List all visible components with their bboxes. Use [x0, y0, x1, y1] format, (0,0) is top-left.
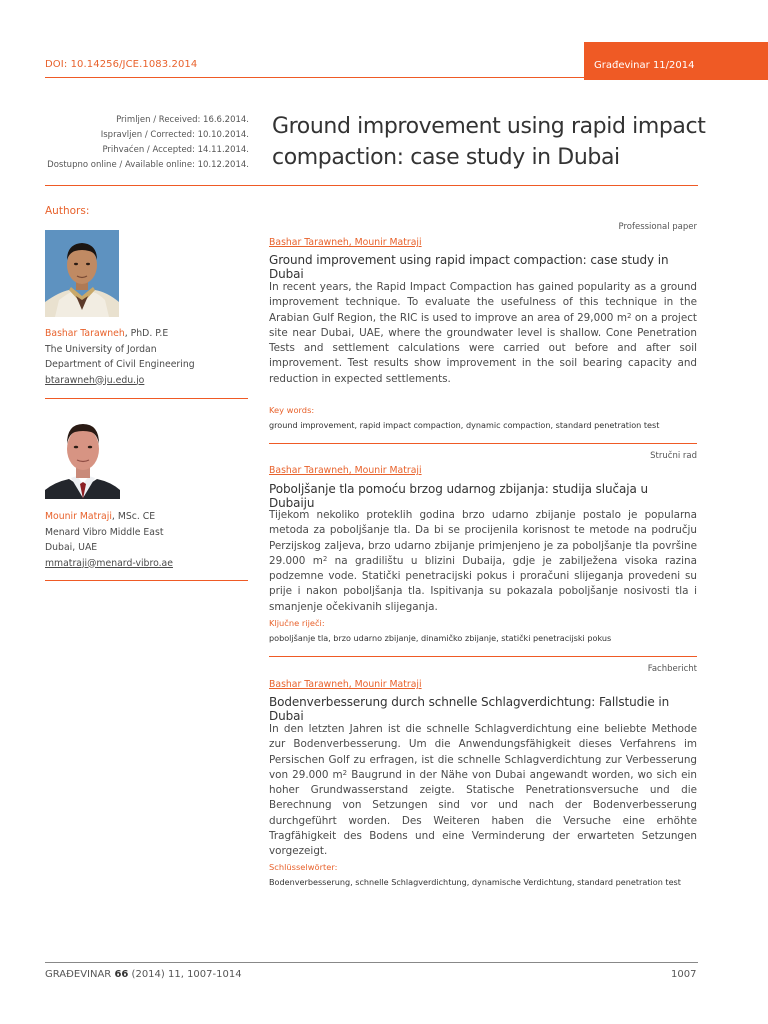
doi: DOI: 10.14256/JCE.1083.2014: [45, 59, 198, 70]
abstract-hr-paper-type: Stručni rad: [650, 451, 697, 461]
footer-citation: [45, 969, 242, 980]
author-2-affiliation-2: Dubai, UAE: [45, 542, 98, 553]
author-2-email-link[interactable]: mmatraji@menard-vibro.ae: [45, 557, 173, 569]
page-number: 1007: [671, 969, 697, 980]
author-1-affiliation-1: The University of Jordan: [45, 343, 157, 355]
author-2-divider: [45, 580, 248, 581]
author-1-info: [45, 326, 249, 388]
abstract-de-text-part-2: Baugrund in der Nähe von Dubai angewandt worden, wo sich ein hoher Grundwasserstand zeigte. Statische Penetrationsversuche und die Berechnung von Setzungen sind vor und nach der Bodenverbesserung durchgeführt worden. Des Weiteren haben die Versuche eine erhöhte Tragfähigkeit des Bodens und eine Verminderung der erwarteten Setzungen vorgezeigt.: [269, 768, 697, 858]
abstract-en-title: Ground improvement using rapid impact compaction: case study in Dubai: [269, 253, 669, 281]
author-1-degree: , PhD. P.E: [124, 328, 169, 339]
author-1-name: Bashar Tarawneh: [45, 328, 125, 339]
abstract-en-authors[interactable]: Bashar Tarawneh, Mounir Matraji: [269, 237, 422, 248]
author-2-degree: , MSc. CE: [111, 511, 156, 522]
paper-title: Ground improvement using rapid impact compaction: case study in Dubai: [272, 114, 706, 170]
header-divider: [45, 77, 585, 78]
abstract-hr-keywords-label: Ključne riječi:: [269, 618, 325, 628]
date-corrected: Ispravljen / Corrected: 10.10.2014.: [100, 130, 249, 140]
author-1-name-line: [45, 326, 249, 342]
footer-divider: [45, 962, 698, 963]
abstract-en-superscript: 2: [626, 311, 632, 320]
abstract-hr-divider: [269, 656, 697, 657]
abstract-de-paper-type: Fachbericht: [647, 664, 697, 674]
abstract-en-text: [269, 280, 697, 387]
author-2-info: [45, 509, 249, 571]
journal-issue: Građevinar 11/2014: [594, 60, 695, 71]
abstract-hr-text-part-2: na gradilištu u blizini Dubaija, gdje je zabilježena visoka razina podzemne vode. Statički penetracijski pokus i proračuni slijeganja provedeni su prije i nakon poboljšanja tla. Ispitivanja su pokazala poboljšanje nosivosti tla i smanjenje očekivanih slijeganja.: [269, 554, 697, 613]
abstract-de-superscript: 2: [342, 768, 348, 777]
abstract-de-text-part-1: In den letzten Jahren ist die schnelle Schlagverdichtung eine beliebte Methode zur Bodenverbesserung. Um die Anwendungsfähigkeit dieses Verfahrens im Persischen Golf zu erfragen, ist die schnelle Schlagverdichtung zur Verbesserung von 29.000 m: [269, 723, 697, 781]
author-photo-1: [45, 230, 119, 317]
title-divider: [45, 185, 698, 186]
author-1-divider: [45, 398, 248, 399]
author-1-affiliation-2: Department of Civil Engineering: [45, 359, 195, 370]
author-2-affiliation-1: Menard Vibro Middle East: [45, 526, 164, 538]
journal-issue-tab: [584, 42, 768, 80]
abstract-en-text-part-1: In recent years, the Rapid Impact Compaction has gained popularity as a ground improvement technique. To evaluate the usefulness of this technique in the Arabian Gulf Region, the RIC is used to improve an area of 29,000 m: [269, 281, 697, 324]
abstract-en-text-part-2: on a project site near Dubai, UAE, where the groundwater level is shallow. Cone Penetration Tests and settlement calculations were carried out before and after soil improvement. Test results show improvement in the soil bearing capacity and reduction in expected settlements.: [269, 311, 698, 385]
abstract-hr-superscript: 2: [322, 554, 328, 563]
abstract-hr-keywords: poboljšanje tla, brzo udarno zbijanje, dinamičko zbijanje, statički penetracijski pokus: [269, 633, 612, 643]
abstract-en-keywords: ground improvement, rapid impact compaction, dynamic compaction, standard penetration test: [269, 420, 660, 430]
authors-label: Authors:: [45, 205, 90, 217]
abstract-de-authors[interactable]: Bashar Tarawneh, Mounir Matraji: [269, 679, 422, 690]
abstract-de-text: [269, 722, 697, 860]
author-2-name: Mounir Matraji: [45, 511, 112, 522]
date-received: Primljen / Received: 16.6.2014.: [116, 115, 249, 125]
author-1-email-link[interactable]: btarawneh@ju.edu.jo: [45, 374, 145, 386]
submission-dates: [45, 113, 249, 173]
abstract-de-title: Bodenverbesserung durch schnelle Schlagverdichtung: Fallstudie in Dubai: [269, 695, 670, 723]
footer-journal: GRAĐEVINAR: [45, 969, 115, 980]
abstract-de-keywords-label: Schlüsselwörter:: [269, 862, 338, 872]
author-photo-2: [45, 412, 120, 499]
abstract-hr-text-part-1: Tijekom nekoliko proteklih godina brzo udarno zbijanje postalo je popularna metoda za poboljšanje tla. Da bi se procijenila korisnost te metode na području Perzijskog zaljeva, brzo udarno zbijanje primjenjeno je za poboljšanje tla površine 29.000 m: [269, 509, 697, 567]
abstract-hr-title: Poboljšanje tla pomoću brzog udarnog zbijanja: studija slučaja u Dubaiju: [269, 482, 648, 510]
abstract-en-divider: [269, 443, 697, 444]
abstract-hr-text: [269, 508, 697, 615]
abstract-hr-authors[interactable]: Bashar Tarawneh, Mounir Matraji: [269, 465, 422, 476]
date-online: Dostupno online / Available online: 10.12.2014.: [47, 160, 249, 170]
footer-volume: 66: [114, 969, 129, 980]
author-2-name-line: [45, 509, 249, 525]
abstract-en-keywords-label: Key words:: [269, 405, 315, 415]
abstract-en-paper-type: Professional paper: [618, 222, 697, 232]
date-accepted: Prihvaćen / Accepted: 14.11.2014.: [102, 145, 249, 155]
abstract-de-keywords: Bodenverbesserung, schnelle Schlagverdichtung, dynamische Verdichtung, standard penetration test: [269, 877, 681, 887]
footer-issue-pages: (2014) 11, 1007-1014: [128, 969, 242, 980]
